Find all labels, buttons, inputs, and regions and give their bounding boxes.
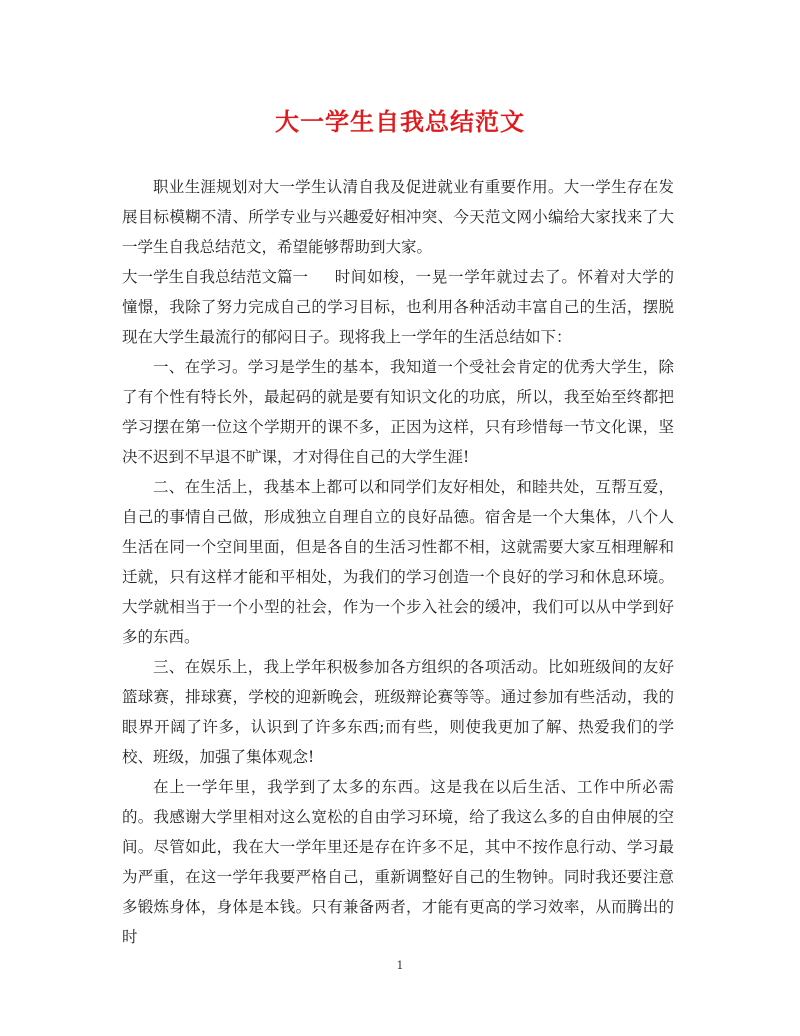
life-paragraph: 二、在生活上，我基本上都可以和同学们友好相处，和睦共处，互帮互爱，自己的事情自己做，形成独立自理自立的良好品德。宿舍是一个大集体，八个人生活在同一个空间里面，但是各自的生活习性都不相，这就需要大家互相理解和迁就，只有这样才能和平相处，为我们的学习创造一个良好的学习和休息环境。大学就相当于一个小型的社会，作为一个步入社会的缓冲，我们可以从中学到好多的东西。 <box>122 478 674 646</box>
section-label: 大一学生自我总结范文篇一 <box>122 268 309 286</box>
entertainment-paragraph: 三、在娱乐上，我上学年积极参加各方组织的各项活动。比如班级间的友好篮球赛，排球赛，学校的迎新晚会，班级辩论赛等等。通过参加有些活动，我的眼界开阔了许多，认识到了许多东西;而有些，则使我更加了解、热爱我们的学校、班级，加强了集体观念! <box>122 658 674 766</box>
document-title: 大一学生自我总结范文 <box>275 107 525 136</box>
page-number: 1 <box>396 959 404 972</box>
intro-paragraph: 职业生涯规划对大一学生认清自我及促进就业有重要作用。大一学生存在发展目标模糊不清、所学专业与兴趣爱好相冲突、今天范文网小编给大家找来了大一学生自我总结范文，希望能够帮助到大家。 <box>122 178 674 256</box>
summary-paragraph: 在上一学年里，我学到了太多的东西。这是我在以后生活、工作中所必需的。我感谢大学里相对这么宽松的自由学习环境，给了我这么多的自由伸展的空间。尽管如此，我在大一学年里还是存在许多不足，其中不按作息行动、学习最为严重，在这一学年我要严格自己，重新调整好自己的生物钟。同时我还要注意多锻炼身体，身体是本钱。只有兼备两者，才能有更高的学习效率，从而腾出的时 <box>122 778 674 946</box>
section-one-paragraph <box>122 262 674 352</box>
document-body <box>122 172 674 952</box>
section-text: 时间如梭，一晃一学年就过去了。怀着对大学的憧憬，我除了努力完成自己的学习目标，也利用各种活动丰富自己的生活，摆脱现在大学生最流行的郁闷日子。现将我上一学年的生活总结如下： <box>122 268 674 346</box>
study-paragraph: 一、在学习。学习是学生的基本，我知道一个受社会肯定的优秀大学生，除了有个性有特长外，最起码的就是要有知识文化的功底，所以，我至始至终都把学习摆在第一位这个学期开的课不多，正因为这样，只有珍惜每一节文化课，坚决不迟到不早退不旷课，才对得住自己的大学生涯! <box>122 358 674 466</box>
